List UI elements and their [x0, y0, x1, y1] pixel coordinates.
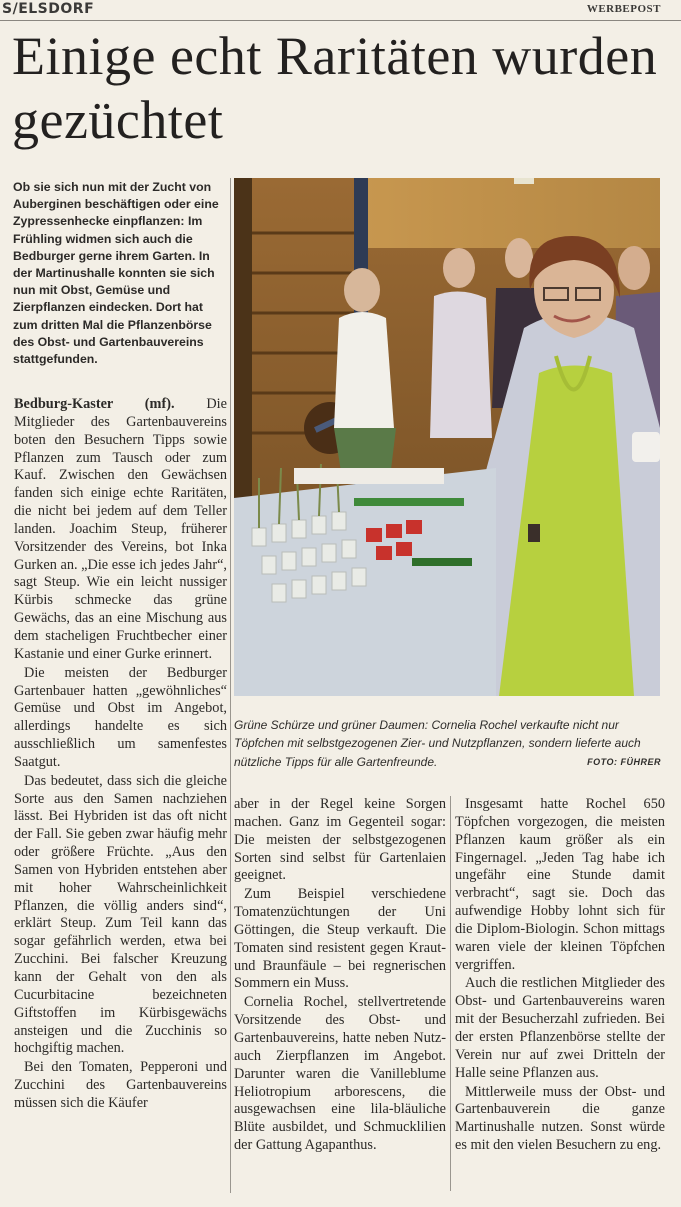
article-paragraph: Mittlerweile muss der Obst- und Gartenbauverein die ganze Martinushalle nutzen. Sonst würde es mit den vielen Besuchern zu eng. — [455, 1083, 665, 1154]
article-paragraph: Die meisten der Bedburger Gartenbauer hatten „gewöhnliches“ Gemüse und Obst im Angebot, allerdings handelte es sich ausschließlich um samenfestes Saatgut. — [14, 664, 227, 770]
photo-illustration — [234, 178, 660, 696]
article-paragraph: Zum Beispiel verschiedene Tomatenzüchtungen der Uni Göttingen, die Steup verkauft. Die Tomaten sind resistent gegen Kraut- und Braunfäule – bei regnerischen Sommern ein Muss. — [234, 886, 446, 992]
photo-credit: FOTO: FÜHRER — [587, 757, 661, 767]
photo-caption: Grüne Schürze und grüner Daumen: Cornelia Rochel verkaufte nicht nur Töpfchen mit selbstgezogenen Zier- und Nutzpflanzen, sondern lieferte auch nützliche Tipps für alle Gartenfreunde. — [234, 718, 641, 769]
article-paragraph: Bei den Tomaten, Pepperoni und Zucchini des Gartenbauvereins müssen sich die Käufer — [14, 1059, 227, 1111]
article-paragraph: Insgesamt hatte Rochel 650 Töpfchen vorgezogen, die meisten Pflanzen kaum größer als ein Fingernagel. „Jeden Tag habe ich ungefähr eine Stunde damit verbracht“, sagt sie. Doch das aufwendige Hobby lohnt sich für die Diplom-Biologin. Schon mittags waren viele der kleinen Töpfchen vergriffen. — [455, 796, 665, 973]
article-paragraph: aber in der Regel keine Sorgen machen. Ganz im Gegenteil sogar: Die meisten der selbstgezogenen Sorten sind selbst für Gartenlaien geeignet. — [234, 796, 446, 884]
publication-name: WERBEPOST — [586, 3, 661, 15]
article-column-1 — [14, 396, 227, 1113]
article-paragraph: Auch die restlichen Mitglieder des Obst- und Gartenbauvereins waren mit der Besucherzahl zufrieden. Bei der ersten Pflanzenbörse stellte der Verein nur auf zwei Dritteln der Halle seine Pflanzen aus. — [455, 975, 665, 1081]
lead-paragraph: Ob sie sich nun mit der Zucht von Auberginen beschäftigen oder eine Zypressenhecke einpflanzen: Im Frühling widmen sich auch die Bedburger gerne ihrem Garten. In der Martinushalle konnten sie sich nun mit Obst, Gemüse und Zierpflanzen eindecken. Dort hat zum dritten Mal die Pflanzenbörse des Obst- und Gartenbauvereins stattgefunden. — [13, 180, 219, 367]
article-column-3 — [455, 796, 665, 1155]
article-column-2 — [234, 796, 446, 1155]
section-label: S/ELSDORF — [2, 1, 95, 17]
column-divider — [450, 796, 451, 1191]
column-divider — [230, 178, 231, 1193]
dateline: Bedburg-Kaster (mf). — [14, 396, 175, 412]
article-paragraph: Bedburg-Kaster (mf). Die Mitglieder des Gartenbauvereins boten den Besuchern Tipps sowie Pflanzen zum Tausch oder zum Kauf. Zwischen den Gewächsen fanden sich einige echte Raritäten, die nicht bei jedem auf dem Teller landen. Joachim Steup, früherer Vorsitzender des Vereins, bot Inka Gurken an. „Die esse ich jedes Jahr“, sagt Steup. Wie ein leicht nussiger Kürbis schmecke das grüne Gewächs, das an eine Mischung aus dem stacheligen Fruchtbecher einer Kastanie und einer Gurke erinnert. — [14, 396, 227, 662]
article-photo — [234, 178, 660, 696]
article-paragraph: Das bedeutet, dass sich die gleiche Sorte aus den Samen nachziehen lässt. Bei Hybriden ist das oft nicht der Fall. Sie geben zwar häufig mehr oder größere Früchte. „Aus den Samen von Hybriden entstehen aber mit hoher Wahrscheinlichkeit Pflanzen, die völlig anders sind“, erklärt Steup. Zum Teil kann das sogar gefährlich werden, etwa bei Zucchini. Bei falscher Kreuzung kann der Gehalt von den als Cucurbitacine bezeichneten Giftstoffen im Kürbisgewächs ansteigen und die Zucchinis so hochgiftig machen. — [14, 772, 227, 1057]
article-paragraph: Cornelia Rochel, stellvertretende Vorsitzende des Obst- und Gartenbauvereins, hatte neben Nutz- auch Zierpflanzen im Angebot. Darunter waren die Vanilleblume Heliotropium arborescens, die ausgewachsen eine lila-bläuliche Blüte ausbildet, und Schmucklilien der Gattung Agapanthus. — [234, 994, 446, 1154]
page-header — [0, 0, 681, 21]
headline: Einige echt Raritäten wurden gezüchtet — [12, 26, 658, 150]
